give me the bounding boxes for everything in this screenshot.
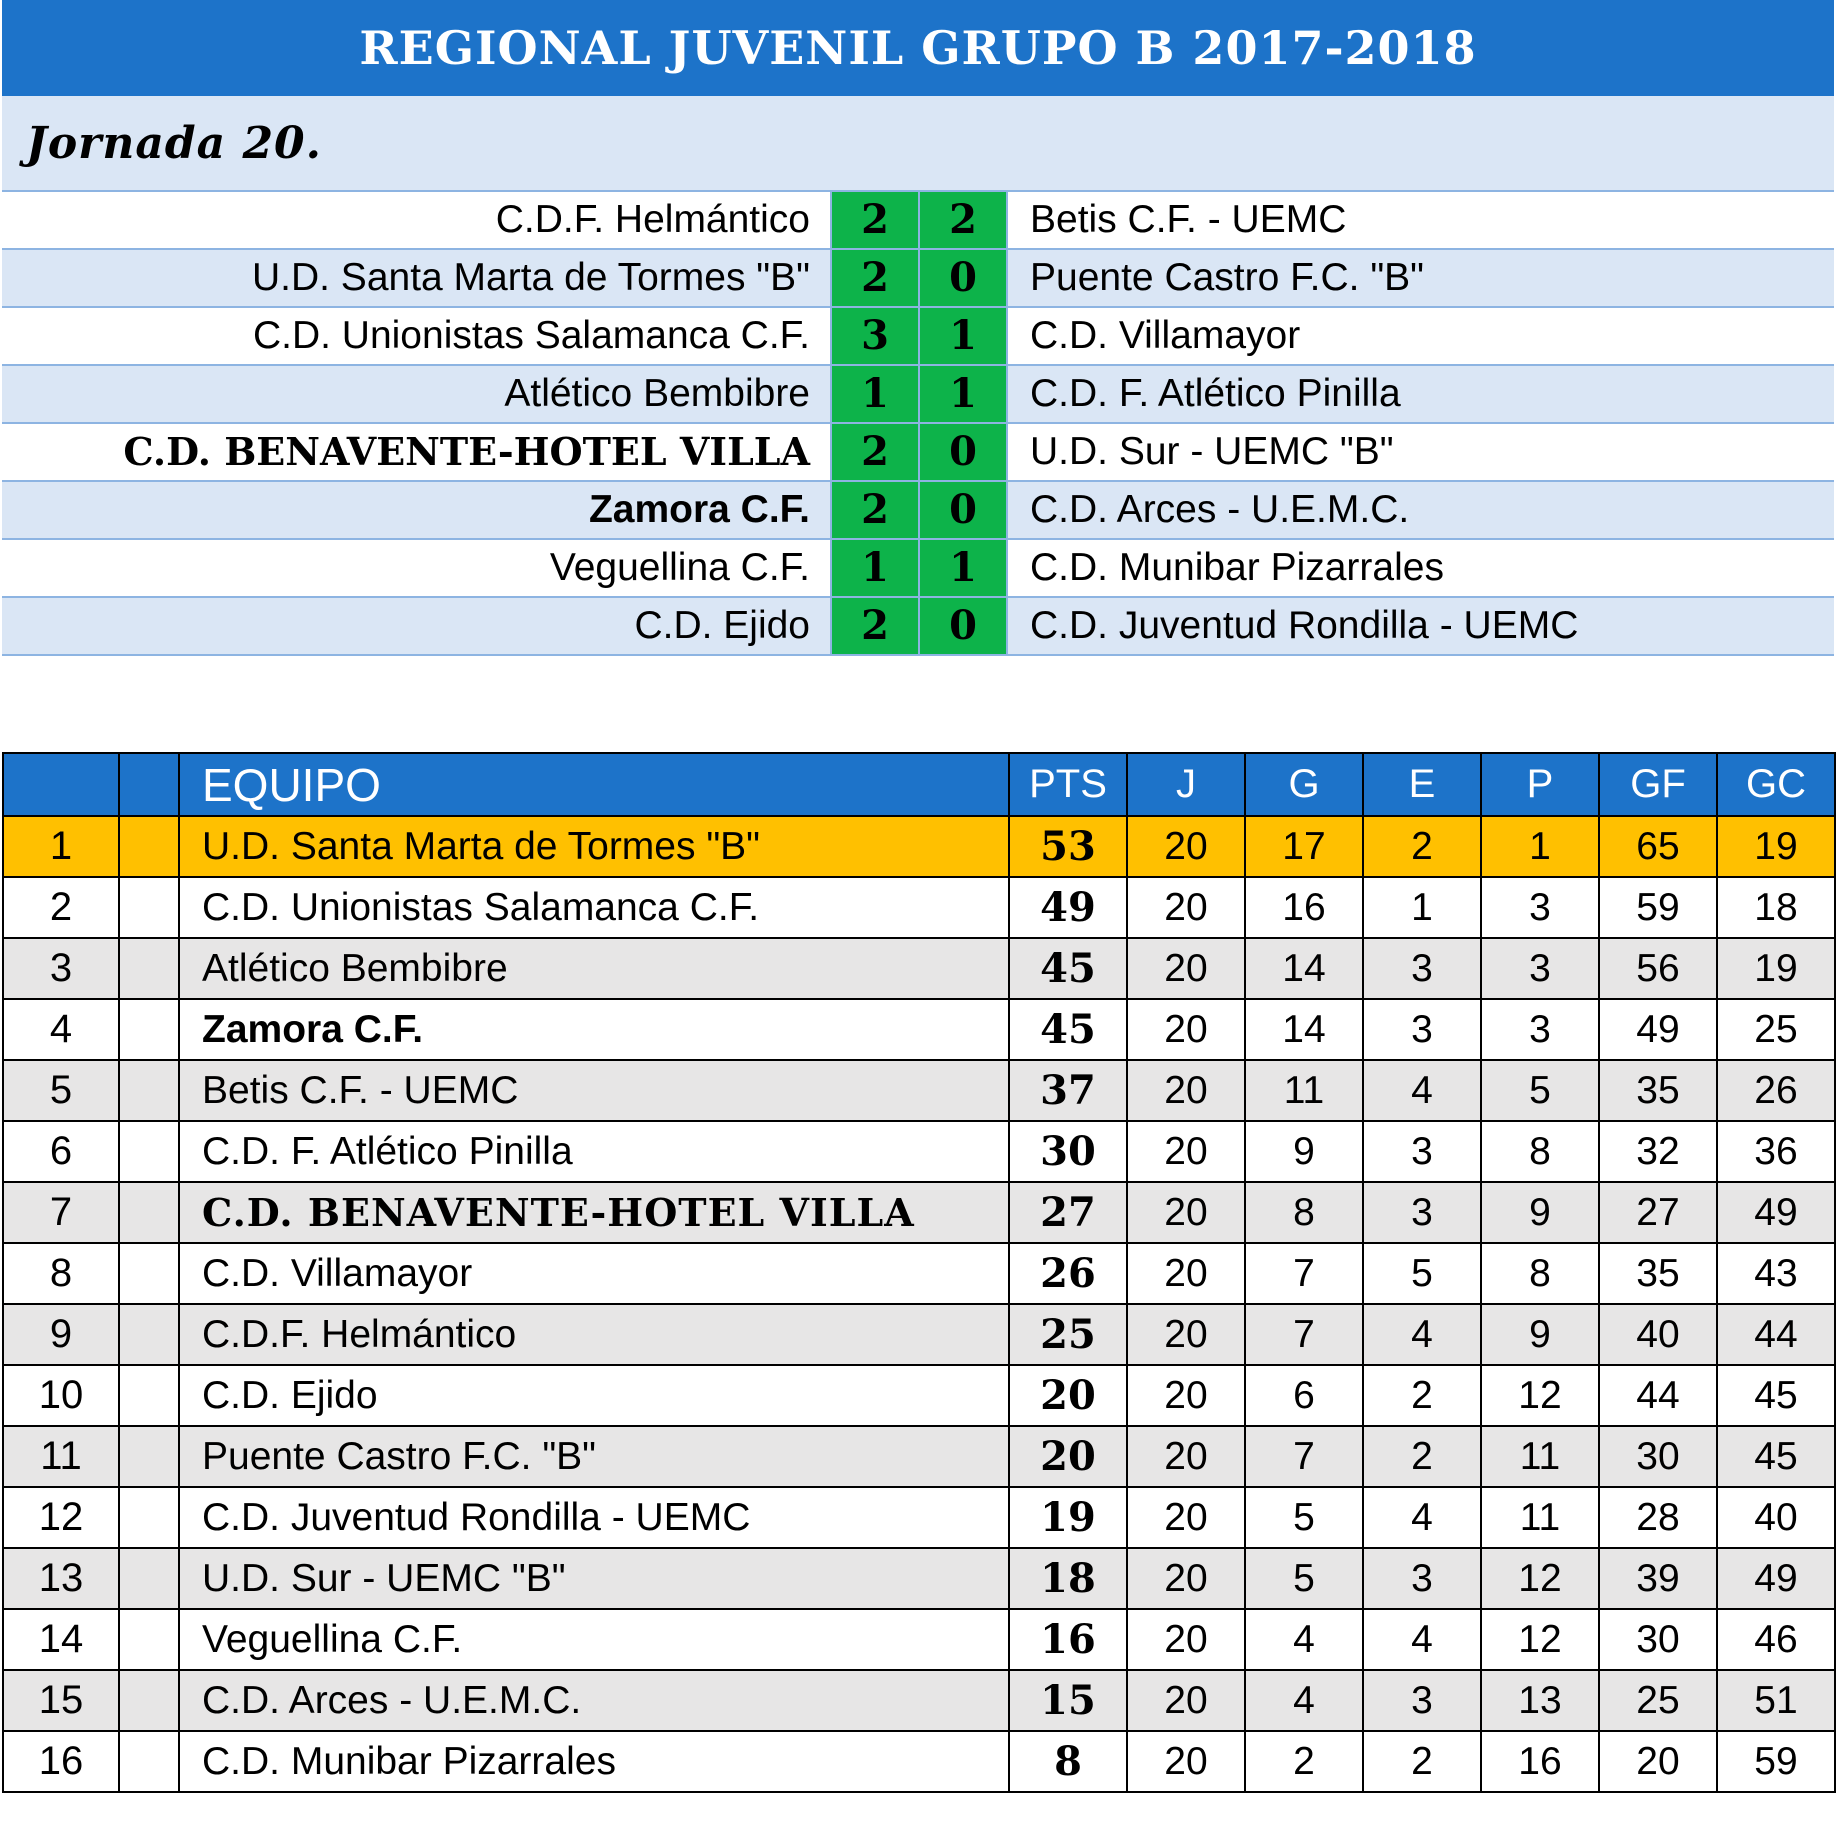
cell-j: 20 <box>1127 1304 1245 1365</box>
away-score: 0 <box>918 250 1006 306</box>
jornada-header <box>2 96 1834 192</box>
cell-rank: 6 <box>3 1121 119 1182</box>
cell-team: U.D. Santa Marta de Tormes "B" <box>179 816 1009 877</box>
cell-j: 20 <box>1127 1426 1245 1487</box>
cell-rank: 1 <box>3 816 119 877</box>
standings-body <box>3 816 1835 1792</box>
match-row <box>2 308 1834 366</box>
home-score: 1 <box>830 366 918 422</box>
cell-team: U.D. Sur - UEMC "B" <box>179 1548 1009 1609</box>
cell-gc: 46 <box>1717 1609 1835 1670</box>
cell-p: 13 <box>1481 1670 1599 1731</box>
cell-gf: 28 <box>1599 1487 1717 1548</box>
cell-gf: 49 <box>1599 999 1717 1060</box>
home-team: U.D. Santa Marta de Tormes "B" <box>251 256 810 299</box>
home-team: C.D. Ejido <box>634 604 810 647</box>
cell-gf: 39 <box>1599 1548 1717 1609</box>
away-score: 2 <box>918 192 1006 248</box>
cell-pts: 20 <box>1009 1365 1127 1426</box>
cell-p: 3 <box>1481 877 1599 938</box>
cell-gf: 27 <box>1599 1182 1717 1243</box>
match-row <box>2 424 1834 482</box>
cell-mark <box>119 1243 179 1304</box>
cell-pts: 18 <box>1009 1548 1127 1609</box>
cell-rank: 14 <box>3 1609 119 1670</box>
cell-mark <box>119 999 179 1060</box>
table-row <box>3 1731 1835 1792</box>
away-team: C.D. Juventud Rondilla - UEMC <box>1006 598 1834 654</box>
col-header-mark <box>119 753 179 816</box>
cell-gf: 59 <box>1599 877 1717 938</box>
cell-pts: 49 <box>1009 877 1127 938</box>
table-row <box>3 999 1835 1060</box>
away-team: C.D. F. Atlético Pinilla <box>1006 366 1834 422</box>
cell-mark <box>119 1060 179 1121</box>
cell-rank: 5 <box>3 1060 119 1121</box>
cell-pts: 26 <box>1009 1243 1127 1304</box>
cell-g: 2 <box>1245 1731 1363 1792</box>
cell-pts: 15 <box>1009 1670 1127 1731</box>
col-header-rank <box>3 753 119 816</box>
cell-p: 5 <box>1481 1060 1599 1121</box>
away-team: Betis C.F. - UEMC <box>1006 192 1834 248</box>
cell-g: 9 <box>1245 1121 1363 1182</box>
results-list <box>2 192 1834 656</box>
standings-table <box>2 752 1836 1793</box>
cell-j: 20 <box>1127 999 1245 1060</box>
cell-e: 2 <box>1363 1731 1481 1792</box>
cell-e: 5 <box>1363 1243 1481 1304</box>
cell-team: C.D. BENAVENTE-HOTEL VILLA <box>179 1182 1009 1243</box>
cell-g: 16 <box>1245 877 1363 938</box>
home-score: 2 <box>830 192 918 248</box>
cell-j: 20 <box>1127 877 1245 938</box>
cell-j: 20 <box>1127 1548 1245 1609</box>
cell-g: 7 <box>1245 1426 1363 1487</box>
cell-e: 3 <box>1363 999 1481 1060</box>
cell-e: 2 <box>1363 1365 1481 1426</box>
table-row <box>3 938 1835 999</box>
cell-j: 20 <box>1127 1731 1245 1792</box>
match-row <box>2 192 1834 250</box>
cell-rank: 4 <box>3 999 119 1060</box>
col-header-e: E <box>1363 753 1481 816</box>
away-score: 0 <box>918 482 1006 538</box>
cell-j: 20 <box>1127 1121 1245 1182</box>
cell-gf: 30 <box>1599 1609 1717 1670</box>
home-score: 1 <box>830 540 918 596</box>
cell-team: Betis C.F. - UEMC <box>179 1060 1009 1121</box>
away-team: Puente Castro F.C. "B" <box>1006 250 1834 306</box>
cell-team: Zamora C.F. <box>179 999 1009 1060</box>
jornada-label: Jornada 20. <box>26 117 322 169</box>
cell-mark <box>119 1487 179 1548</box>
col-header-p: P <box>1481 753 1599 816</box>
cell-p: 1 <box>1481 816 1599 877</box>
away-team: U.D. Sur - UEMC "B" <box>1006 424 1834 480</box>
away-score: 1 <box>918 540 1006 596</box>
cell-team: C.D. Villamayor <box>179 1243 1009 1304</box>
table-row <box>3 1243 1835 1304</box>
col-header-gf: GF <box>1599 753 1717 816</box>
cell-e: 3 <box>1363 1182 1481 1243</box>
cell-p: 9 <box>1481 1182 1599 1243</box>
cell-e: 4 <box>1363 1609 1481 1670</box>
cell-gf: 25 <box>1599 1670 1717 1731</box>
table-row <box>3 877 1835 938</box>
cell-mark <box>119 1182 179 1243</box>
cell-pts: 25 <box>1009 1304 1127 1365</box>
cell-g: 8 <box>1245 1182 1363 1243</box>
cell-rank: 13 <box>3 1548 119 1609</box>
match-row <box>2 540 1834 598</box>
cell-pts: 19 <box>1009 1487 1127 1548</box>
home-team: C.D. Unionistas Salamanca C.F. <box>252 314 810 357</box>
cell-team: Veguellina C.F. <box>179 1609 1009 1670</box>
cell-pts: 53 <box>1009 816 1127 877</box>
cell-gc: 40 <box>1717 1487 1835 1548</box>
cell-g: 7 <box>1245 1304 1363 1365</box>
cell-rank: 11 <box>3 1426 119 1487</box>
cell-pts: 37 <box>1009 1060 1127 1121</box>
cell-j: 20 <box>1127 1365 1245 1426</box>
cell-mark <box>119 1548 179 1609</box>
cell-gc: 51 <box>1717 1670 1835 1731</box>
cell-gc: 36 <box>1717 1121 1835 1182</box>
cell-gf: 65 <box>1599 816 1717 877</box>
cell-gf: 35 <box>1599 1060 1717 1121</box>
cell-mark <box>119 1365 179 1426</box>
match-row <box>2 598 1834 656</box>
cell-pts: 20 <box>1009 1426 1127 1487</box>
cell-pts: 27 <box>1009 1182 1127 1243</box>
table-row <box>3 1548 1835 1609</box>
cell-p: 8 <box>1481 1243 1599 1304</box>
cell-gf: 40 <box>1599 1304 1717 1365</box>
away-team: C.D. Munibar Pizarrales <box>1006 540 1834 596</box>
cell-rank: 12 <box>3 1487 119 1548</box>
cell-e: 1 <box>1363 877 1481 938</box>
cell-rank: 2 <box>3 877 119 938</box>
cell-p: 3 <box>1481 938 1599 999</box>
cell-team: C.D. Unionistas Salamanca C.F. <box>179 877 1009 938</box>
cell-gc: 25 <box>1717 999 1835 1060</box>
cell-g: 14 <box>1245 938 1363 999</box>
home-team: Veguellina C.F. <box>549 546 810 589</box>
away-score: 0 <box>918 424 1006 480</box>
cell-g: 5 <box>1245 1548 1363 1609</box>
cell-pts: 30 <box>1009 1121 1127 1182</box>
page-title: REGIONAL JUVENIL GRUPO B 2017-2018 <box>2 0 1834 96</box>
cell-g: 5 <box>1245 1487 1363 1548</box>
cell-p: 9 <box>1481 1304 1599 1365</box>
cell-e: 3 <box>1363 1548 1481 1609</box>
cell-pts: 45 <box>1009 938 1127 999</box>
home-team: C.D. BENAVENTE-HOTEL VILLA <box>123 429 810 474</box>
cell-g: 4 <box>1245 1609 1363 1670</box>
cell-e: 4 <box>1363 1304 1481 1365</box>
cell-team: C.D. Juventud Rondilla - UEMC <box>179 1487 1009 1548</box>
cell-gc: 43 <box>1717 1243 1835 1304</box>
table-row <box>3 1487 1835 1548</box>
home-score: 2 <box>830 424 918 480</box>
cell-rank: 7 <box>3 1182 119 1243</box>
home-team: Atlético Bembibre <box>504 372 810 415</box>
cell-team: Puente Castro F.C. "B" <box>179 1426 1009 1487</box>
match-row <box>2 482 1834 540</box>
cell-p: 12 <box>1481 1609 1599 1670</box>
cell-pts: 8 <box>1009 1731 1127 1792</box>
cell-gf: 44 <box>1599 1365 1717 1426</box>
cell-gf: 32 <box>1599 1121 1717 1182</box>
cell-p: 16 <box>1481 1731 1599 1792</box>
cell-g: 17 <box>1245 816 1363 877</box>
col-header-pts: PTS <box>1009 753 1127 816</box>
cell-team: C.D. Arces - U.E.M.C. <box>179 1670 1009 1731</box>
cell-e: 2 <box>1363 816 1481 877</box>
away-score: 1 <box>918 366 1006 422</box>
table-row <box>3 816 1835 877</box>
table-row <box>3 1609 1835 1670</box>
cell-gc: 19 <box>1717 938 1835 999</box>
cell-team: Atlético Bembibre <box>179 938 1009 999</box>
cell-team: C.D.F. Helmántico <box>179 1304 1009 1365</box>
cell-g: 11 <box>1245 1060 1363 1121</box>
cell-e: 3 <box>1363 1670 1481 1731</box>
home-team: Zamora C.F. <box>588 488 810 531</box>
cell-mark <box>119 1609 179 1670</box>
cell-g: 6 <box>1245 1365 1363 1426</box>
cell-mark <box>119 1121 179 1182</box>
cell-pts: 16 <box>1009 1609 1127 1670</box>
cell-gc: 49 <box>1717 1182 1835 1243</box>
cell-mark <box>119 1426 179 1487</box>
away-team: C.D. Arces - U.E.M.C. <box>1006 482 1834 538</box>
cell-e: 4 <box>1363 1487 1481 1548</box>
match-row <box>2 366 1834 424</box>
cell-p: 11 <box>1481 1487 1599 1548</box>
cell-p: 3 <box>1481 999 1599 1060</box>
cell-p: 12 <box>1481 1365 1599 1426</box>
cell-team: C.D. Munibar Pizarrales <box>179 1731 1009 1792</box>
cell-rank: 16 <box>3 1731 119 1792</box>
col-header-g: G <box>1245 753 1363 816</box>
table-row <box>3 1670 1835 1731</box>
col-header-team: EQUIPO <box>179 753 1009 816</box>
cell-gc: 45 <box>1717 1426 1835 1487</box>
cell-gc: 49 <box>1717 1548 1835 1609</box>
cell-mark <box>119 1304 179 1365</box>
cell-g: 14 <box>1245 999 1363 1060</box>
cell-j: 20 <box>1127 1060 1245 1121</box>
cell-e: 4 <box>1363 1060 1481 1121</box>
cell-j: 20 <box>1127 1243 1245 1304</box>
table-row <box>3 1121 1835 1182</box>
cell-team: C.D. Ejido <box>179 1365 1009 1426</box>
cell-e: 3 <box>1363 938 1481 999</box>
cell-gf: 35 <box>1599 1243 1717 1304</box>
cell-rank: 9 <box>3 1304 119 1365</box>
away-score: 1 <box>918 308 1006 364</box>
cell-mark <box>119 938 179 999</box>
cell-gc: 44 <box>1717 1304 1835 1365</box>
cell-rank: 8 <box>3 1243 119 1304</box>
away-score: 0 <box>918 598 1006 654</box>
cell-mark <box>119 877 179 938</box>
cell-gc: 45 <box>1717 1365 1835 1426</box>
col-header-gc: GC <box>1717 753 1835 816</box>
cell-g: 7 <box>1245 1243 1363 1304</box>
cell-mark <box>119 1731 179 1792</box>
table-row <box>3 1182 1835 1243</box>
away-team: C.D. Villamayor <box>1006 308 1834 364</box>
cell-rank: 3 <box>3 938 119 999</box>
cell-j: 20 <box>1127 816 1245 877</box>
table-row <box>3 1060 1835 1121</box>
table-row <box>3 1426 1835 1487</box>
cell-g: 4 <box>1245 1670 1363 1731</box>
col-header-j: J <box>1127 753 1245 816</box>
table-row <box>3 1304 1835 1365</box>
cell-j: 20 <box>1127 1670 1245 1731</box>
table-row <box>3 1365 1835 1426</box>
cell-j: 20 <box>1127 1182 1245 1243</box>
cell-gc: 18 <box>1717 877 1835 938</box>
cell-j: 20 <box>1127 938 1245 999</box>
cell-team: C.D. F. Atlético Pinilla <box>179 1121 1009 1182</box>
home-score: 2 <box>830 598 918 654</box>
cell-j: 20 <box>1127 1487 1245 1548</box>
standings-header-row <box>3 753 1835 816</box>
cell-e: 2 <box>1363 1426 1481 1487</box>
cell-mark <box>119 816 179 877</box>
cell-rank: 10 <box>3 1365 119 1426</box>
cell-gf: 56 <box>1599 938 1717 999</box>
home-team: C.D.F. Helmántico <box>495 198 810 241</box>
cell-pts: 45 <box>1009 999 1127 1060</box>
cell-gf: 20 <box>1599 1731 1717 1792</box>
cell-p: 8 <box>1481 1121 1599 1182</box>
cell-p: 11 <box>1481 1426 1599 1487</box>
home-score: 2 <box>830 482 918 538</box>
match-row <box>2 250 1834 308</box>
cell-gc: 26 <box>1717 1060 1835 1121</box>
cell-rank: 15 <box>3 1670 119 1731</box>
home-score: 2 <box>830 250 918 306</box>
home-score: 3 <box>830 308 918 364</box>
cell-e: 3 <box>1363 1121 1481 1182</box>
cell-gc: 19 <box>1717 816 1835 877</box>
cell-j: 20 <box>1127 1609 1245 1670</box>
cell-p: 12 <box>1481 1548 1599 1609</box>
cell-mark <box>119 1670 179 1731</box>
cell-gf: 30 <box>1599 1426 1717 1487</box>
cell-gc: 59 <box>1717 1731 1835 1792</box>
